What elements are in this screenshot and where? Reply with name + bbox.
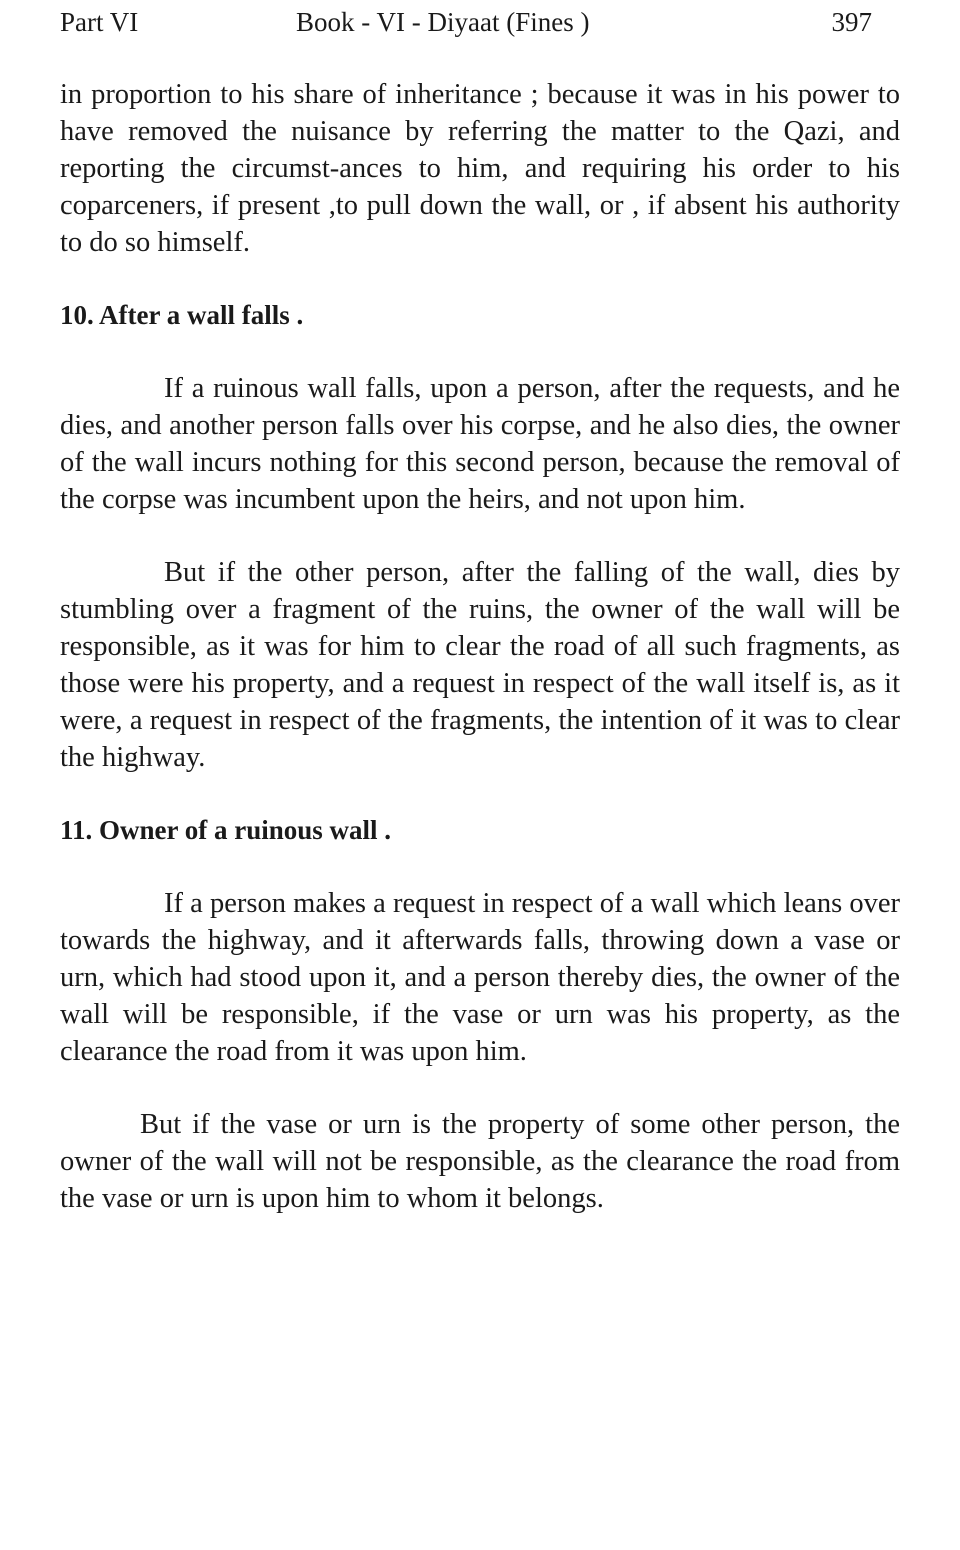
header-part: Part VI bbox=[60, 7, 139, 37]
section-10-heading: 10. After a wall falls . bbox=[60, 300, 304, 330]
running-header bbox=[60, 4, 872, 40]
page-body bbox=[60, 76, 900, 1217]
section-10-paragraph-1: If a ruinous wall falls, upon a person, after the requests, and he dies, and another person falls over his corpse, and he also dies, the owner of the wall incurs nothing for this second person, because the removal of the corpse was incumbent upon the heirs, and not upon him. bbox=[60, 373, 900, 515]
section-11-paragraph-2: But if the vase or urn is the property of some other person, the owner of the wall will not be responsible, as the clearance the road from the vase or urn is upon him to whom it belongs. bbox=[60, 1109, 900, 1214]
page-number: 397 bbox=[831, 7, 872, 37]
header-title: Book - VI - Diyaat (Fines ) bbox=[296, 7, 590, 37]
section-10-paragraph-2: But if the other person, after the falling of the wall, dies by stumbling over a fragment of the ruins, the owner of the wall will be responsible, as it was for him to clear the road of all such fragments, as those were his property, and a request in respect of the wall itself is, as it were, a request in respect of the fragments, the intention of it was to clear the highway. bbox=[60, 557, 900, 773]
intro-paragraph: in proportion to his share of inheritance ; because it was in his power to have removed the nuisance by referring the matter to the Qazi, and reporting the circumst-ances to him, and requiring his order to his coparceners, if present ,to pull down the wall, or , if absent his authority to do so himself. bbox=[60, 79, 900, 258]
section-11-heading: 11. Owner of a ruinous wall . bbox=[60, 815, 392, 845]
section-11-paragraph-1: If a person makes a request in respect of a wall which leans over towards the highway, and it afterwards falls, throwing down a vase or urn, which had stood upon it, and a person thereby dies, the owner of the wall will be responsible, if the vase or urn was his property, as the clearance the road from it was upon him. bbox=[60, 888, 900, 1067]
